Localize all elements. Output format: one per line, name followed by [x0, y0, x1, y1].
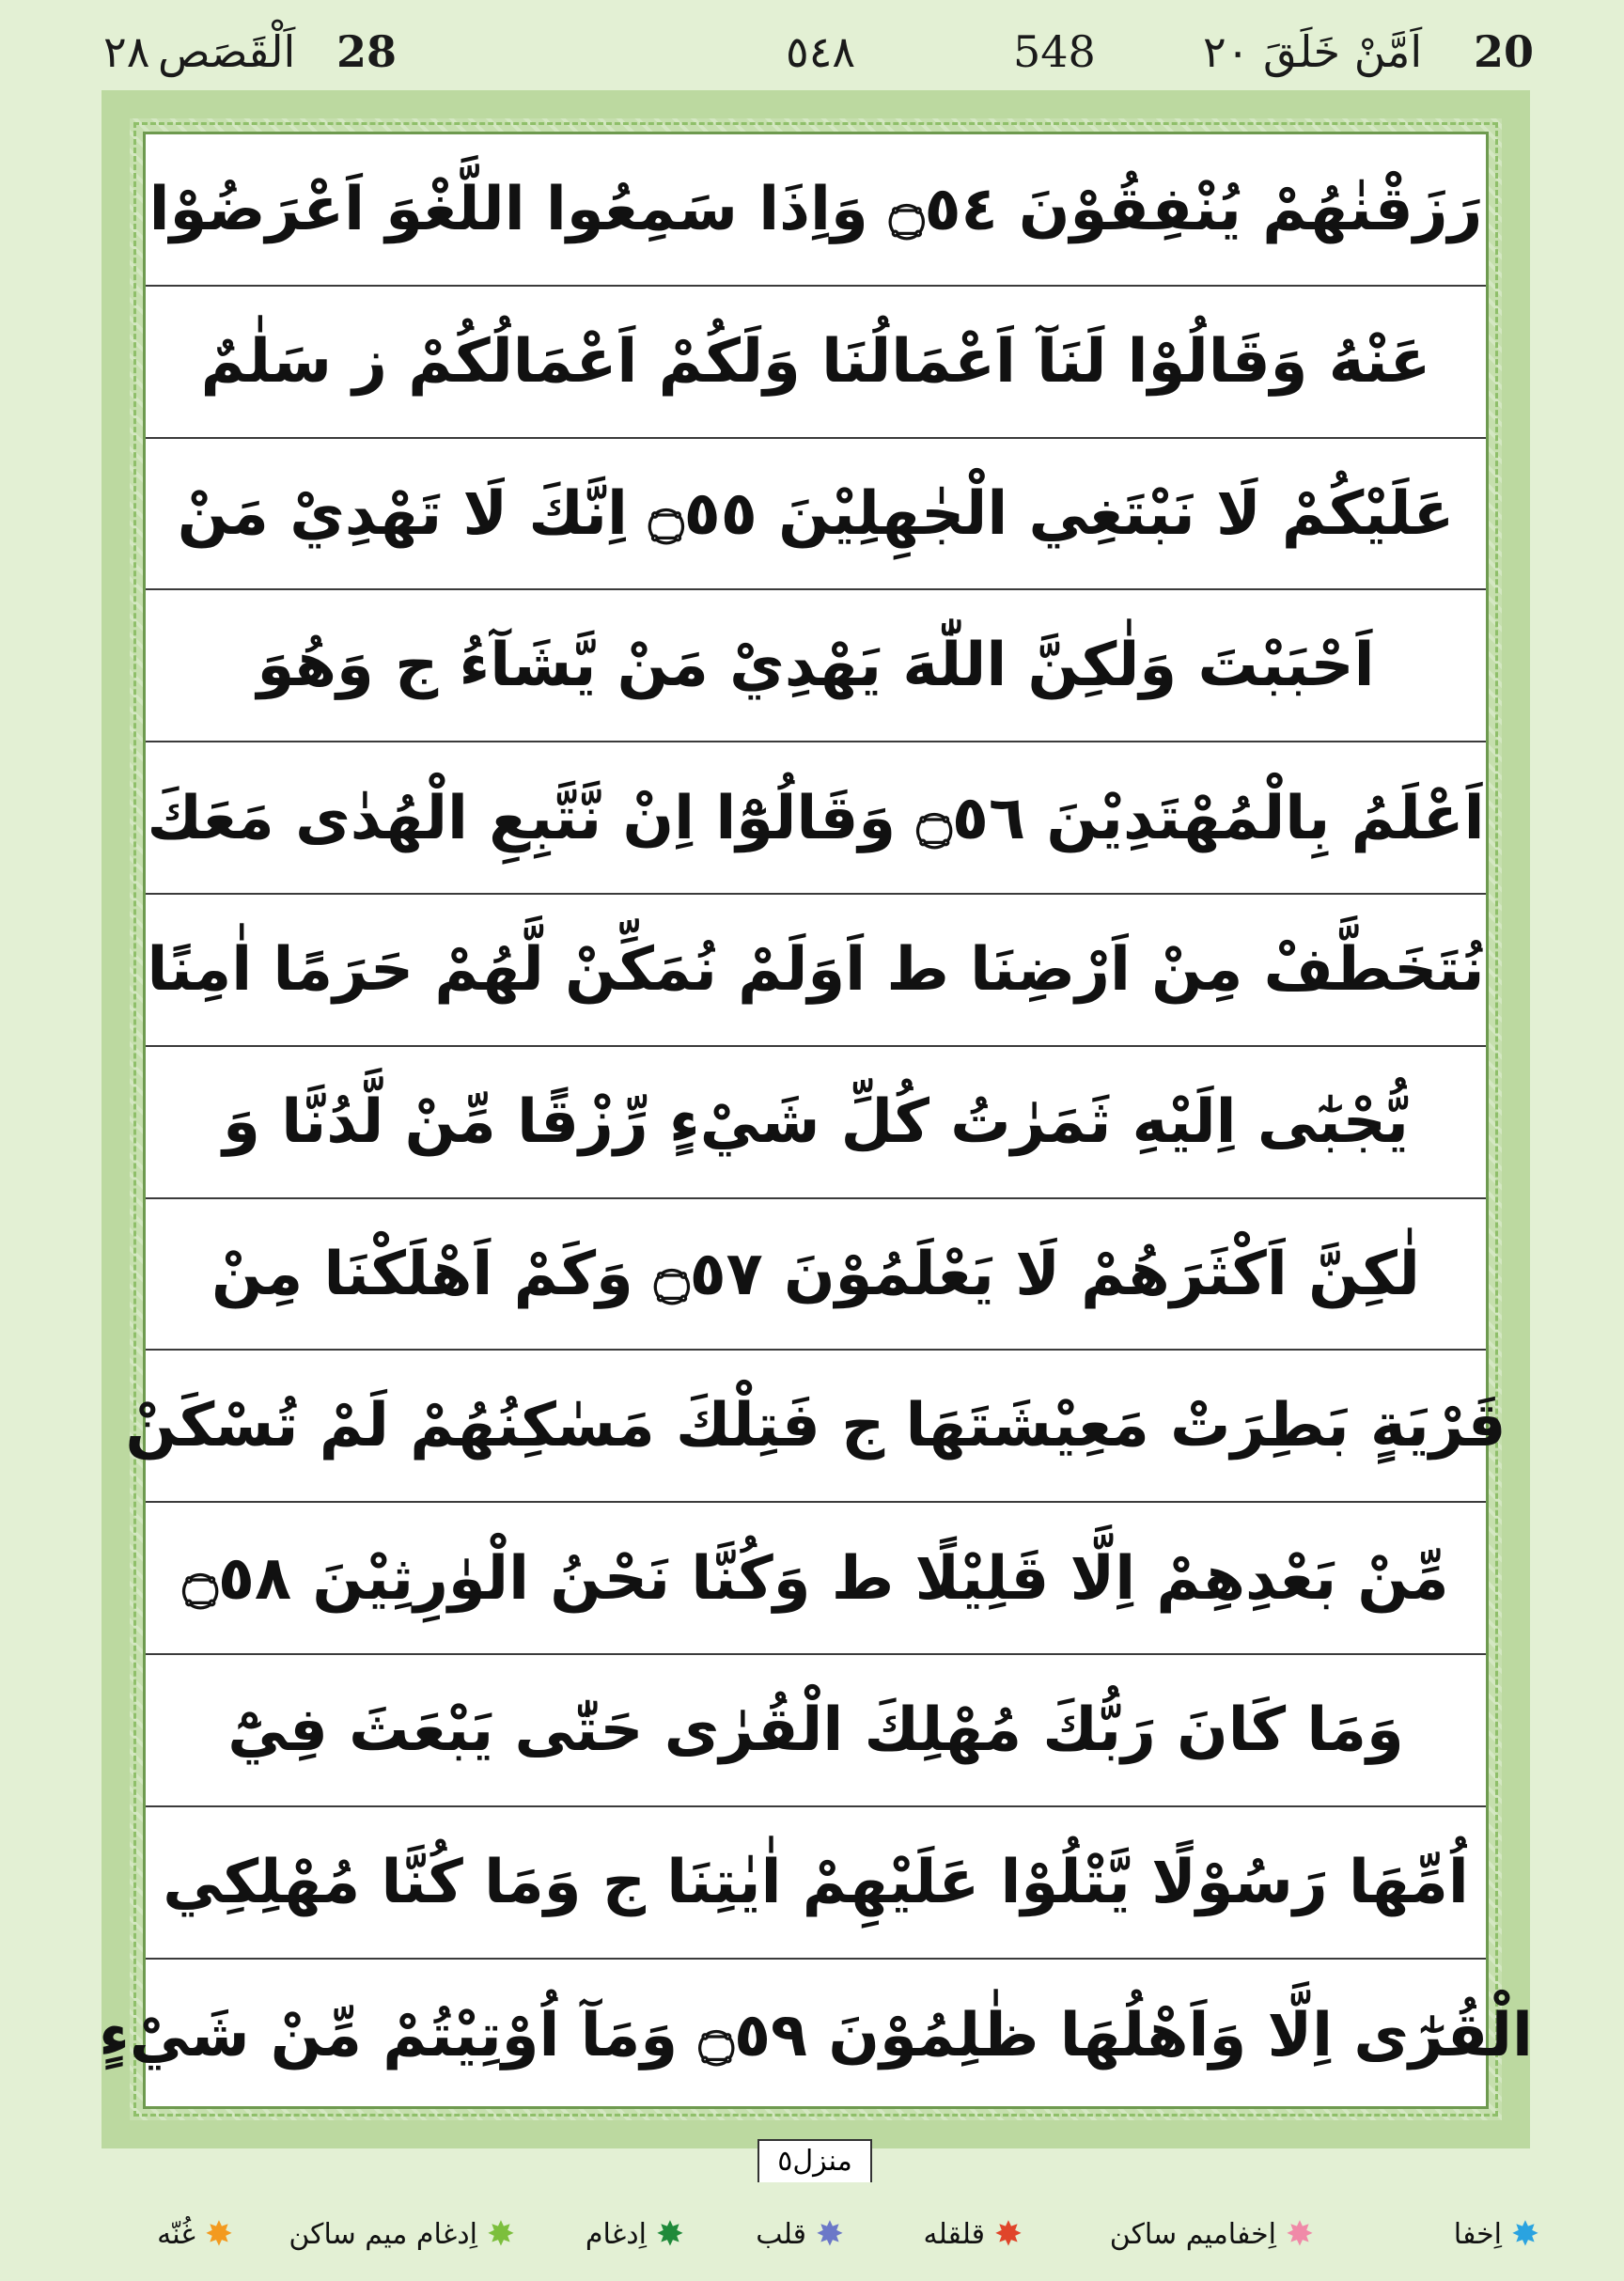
legend-item-qalqala [923, 2214, 1023, 2254]
line-text: يُّجْبٰٓى اِلَيْهِ ثَمَرٰتُ كُلِّ شَيْءٍ رِّزْقًا مِّنْ لَّدُنَّا وَ [223, 1086, 1409, 1157]
star-icon: ✸ [815, 2214, 844, 2254]
star-icon: ✸ [486, 2214, 515, 2254]
line-text: اُمِّهَا رَسُوْلًا يَّتْلُوْا عَلَيْهِمْ اٰيٰتِنَا ج وَمَا كُنَّا مُهْلِكِي [163, 1847, 1469, 1917]
juz-number: 20 [1474, 26, 1535, 77]
legend-label: اِخفا [1453, 2218, 1502, 2251]
text-line-2 [146, 287, 1486, 439]
text-line-7 [146, 1047, 1486, 1199]
line-text: اَحْبَبْتَ وَلٰكِنَّ اللّٰهَ يَهْدِيْ مَنْ يَّشَآءُ ج وَهُوَ [257, 631, 1375, 701]
surah-name: اَلْقَصَص [158, 26, 296, 77]
line-text: قَرْيَةٍ بَطِرَتْ مَعِيْشَتَهَا ج فَتِلْكَ مَسٰكِنُهُمْ لَمْ تُسْكَنْ [125, 1391, 1507, 1461]
line-text: وَمَا كَانَ رَبُّكَ مُهْلِكَ الْقُرٰى حَتّٰى يَبْعَثَ فِيْٓ [227, 1695, 1404, 1765]
page-number-arabic: ٥٤٨ [786, 26, 856, 77]
text-line-12 [146, 1807, 1486, 1960]
star-icon: ✸ [204, 2214, 233, 2254]
star-icon: ✸ [993, 2214, 1023, 2254]
star-icon: ✸ [655, 2214, 684, 2254]
legend-item-qalb [756, 2214, 844, 2254]
legend-item-ikhfa-meem [1109, 2214, 1314, 2254]
manzil-label: منزل٥ [757, 2139, 872, 2182]
page-number: 548 [1013, 26, 1096, 77]
legend-label: اِخفامیم ساکن [1109, 2218, 1276, 2251]
legend-label: قلب [756, 2218, 806, 2251]
line-text: نُتَخَطَّفْ مِنْ اَرْضِنَا ط اَوَلَمْ نُمَكِّنْ لَّهُمْ حَرَمًا اٰمِنًا [147, 934, 1485, 1005]
text-line-4 [146, 590, 1486, 742]
text-line-3 [146, 439, 1486, 591]
legend-label: اِدغام [585, 2218, 647, 2251]
text-line-8 [146, 1199, 1486, 1351]
text-line-11 [146, 1655, 1486, 1807]
line-text: عَنْهُ وَقَالُوْا لَنَآ اَعْمَالُنَا وَلَكُمْ اَعْمَالُكُمْ ز سَلٰمٌ [200, 326, 1431, 397]
text-line-5 [146, 742, 1486, 895]
line-text: اَعْلَمُ بِالْمُهْتَدِيْنَ ۝٥٦ وَقَالُوْٓا اِنْ نَّتَّبِعِ الْهُدٰى مَعَكَ [147, 783, 1485, 853]
line-text: رَزَقْنٰهُمْ يُنْفِقُوْنَ ۝٥٤ وَاِذَا سَمِعُوا اللَّغْوَ اَعْرَضُوْا [148, 175, 1483, 245]
legend-item-ikhfa [1453, 2214, 1539, 2254]
surah-number: 28 [336, 26, 398, 77]
line-text: مِّنْ بَعْدِهِمْ اِلَّا قَلِيْلًا ط وَكُنَّا نَحْنُ الْوٰرِثِيْنَ ۝٥٨ [182, 1543, 1449, 1614]
text-line-9 [125, 1351, 1507, 1503]
legend-item-idgham [585, 2214, 684, 2254]
text-line-1 [146, 134, 1486, 287]
line-text: عَلَيْكُمْ لَا نَبْتَغِي الْجٰهِلِيْنَ ۝٥٥ اِنَّكَ لَا تَهْدِيْ مَنْ [177, 478, 1455, 549]
text-line-6 [146, 895, 1486, 1047]
text-line-10 [146, 1503, 1486, 1655]
juz-name: اَمَّنْ خَلَقَ ٢٠ [1203, 26, 1423, 77]
legend-item-ghunna [157, 2214, 233, 2254]
surah-number-arabic: ٢٨ [103, 26, 150, 77]
legend-label: غُنّه [157, 2218, 195, 2251]
legend-item-idgham-meem [289, 2214, 515, 2254]
text-line-13 [99, 1960, 1533, 2112]
line-text: الْقُرٰٓى اِلَّا وَاَهْلُهَا ظٰلِمُوْنَ ۝٥٩ وَمَآ اُوْتِيْتُمْ مِّنْ شَيْءٍ [99, 2000, 1533, 2070]
line-text: لٰكِنَّ اَكْثَرَهُمْ لَا يَعْلَمُوْنَ ۝٥٧ وَكَمْ اَهْلَكْنَا مِنْ [211, 1239, 1420, 1309]
tajweed-legend [0, 2214, 1624, 2274]
star-icon: ✸ [1285, 2214, 1314, 2254]
legend-label: قلقله [923, 2218, 985, 2251]
star-icon: ✸ [1510, 2214, 1539, 2254]
quran-page [99, 132, 1533, 2109]
legend-label: اِدغام میم ساکن [289, 2218, 477, 2251]
